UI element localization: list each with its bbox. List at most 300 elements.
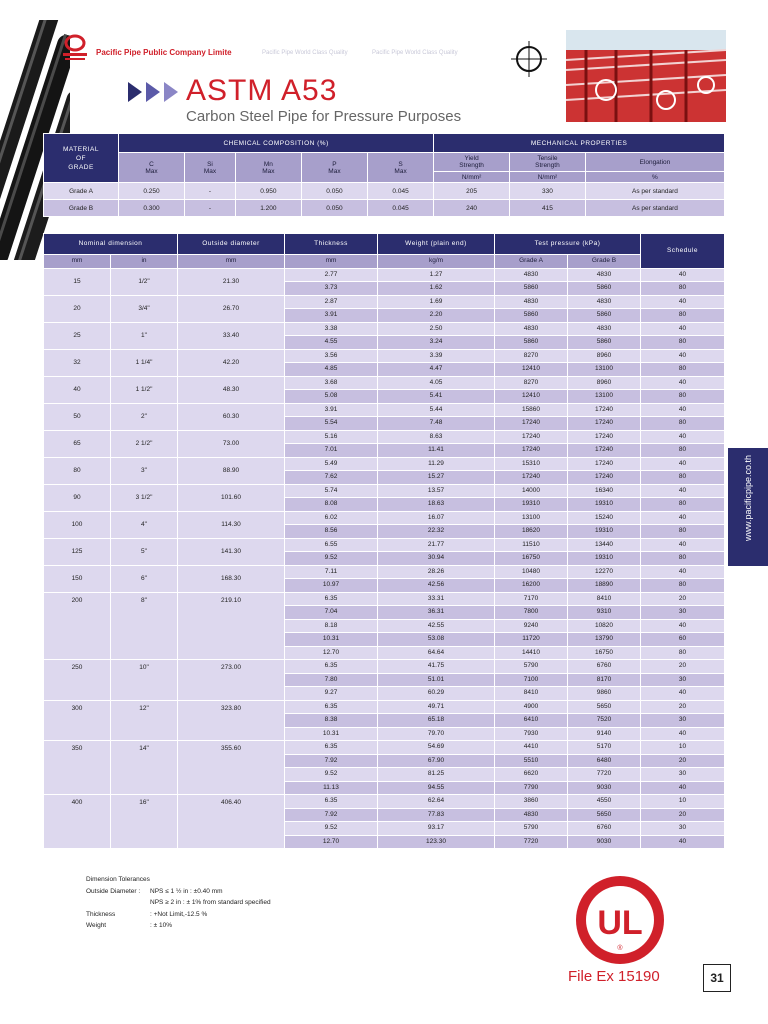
cell-weight: 54.69 (378, 741, 495, 755)
cell-grade-b: 13440 (568, 538, 641, 552)
nominal-cell-mm: 25 (44, 322, 111, 349)
unit-weight: kg/m (378, 255, 495, 269)
cell-weight: 33.31 (378, 592, 495, 606)
cell-weight: 1.62 (378, 282, 495, 296)
od-tolerance-line2: NPS ≥ 2 in : ± 1% from standard specified (150, 899, 271, 906)
cell-grade-b: 5170 (568, 741, 641, 755)
cell-thickness: 3.68 (285, 376, 378, 390)
chemical-composition-header: CHEMICAL COMPOSITION (%) (119, 134, 434, 153)
nominal-cell-in: 10" (111, 660, 178, 701)
grade-cell-c: 0.300 (119, 200, 185, 217)
cell-weight: 11.41 (378, 444, 495, 458)
cell-grade-b: 8960 (568, 349, 641, 363)
cell-grade-b: 6760 (568, 822, 641, 836)
mech-col-unit: N/mm² (510, 172, 586, 183)
cell-grade-a: 17240 (495, 430, 568, 444)
nominal-cell-od: 219.10 (178, 592, 285, 660)
cell-grade-b: 19310 (568, 525, 641, 539)
cell-thickness: 8.56 (285, 525, 378, 539)
cell-thickness: 9.52 (285, 768, 378, 782)
cell-grade-a: 8410 (495, 687, 568, 701)
table-row (44, 660, 725, 674)
cell-weight: 53.08 (378, 633, 495, 647)
cell-schedule: 80 (641, 282, 725, 296)
cell-grade-b: 13100 (568, 390, 641, 404)
cell-thickness: 2.87 (285, 295, 378, 309)
cell-schedule: 80 (641, 552, 725, 566)
cell-thickness: 6.55 (285, 538, 378, 552)
cell-weight: 60.29 (378, 687, 495, 701)
cell-schedule: 20 (641, 754, 725, 768)
cell-grade-b: 15240 (568, 511, 641, 525)
cell-grade-a: 17240 (495, 417, 568, 431)
cell-thickness: 7.92 (285, 808, 378, 822)
table-row (44, 430, 725, 444)
nominal-cell-in: 4" (111, 511, 178, 538)
cell-schedule: 80 (641, 363, 725, 377)
cell-weight: 15.27 (378, 471, 495, 485)
cell-thickness: 7.80 (285, 673, 378, 687)
cell-grade-b: 19310 (568, 498, 641, 512)
grade-cell-yield: 205 (434, 183, 510, 200)
nominal-cell-mm: 350 (44, 741, 111, 795)
cell-thickness: 8.38 (285, 714, 378, 728)
unit-in: in (111, 255, 178, 269)
cell-grade-a: 12410 (495, 363, 568, 377)
cell-grade-b: 17240 (568, 430, 641, 444)
cell-grade-a: 4900 (495, 700, 568, 714)
nominal-cell-in: 14" (111, 741, 178, 795)
cell-thickness: 7.01 (285, 444, 378, 458)
cell-weight: 3.39 (378, 349, 495, 363)
nominal-cell-in: 3" (111, 457, 178, 484)
table-row (44, 403, 725, 417)
cell-grade-a: 7100 (495, 673, 568, 687)
cell-grade-b: 9140 (568, 727, 641, 741)
cell-grade-a: 4830 (495, 322, 568, 336)
cell-grade-b: 17240 (568, 457, 641, 471)
cell-grade-a: 8270 (495, 376, 568, 390)
cell-grade-a: 12410 (495, 390, 568, 404)
grade-cell-tensile: 415 (510, 200, 586, 217)
nominal-cell-mm: 50 (44, 403, 111, 430)
cell-weight: 16.07 (378, 511, 495, 525)
cell-grade-a: 6620 (495, 768, 568, 782)
cell-grade-b: 19310 (568, 552, 641, 566)
cell-grade-a: 4830 (495, 295, 568, 309)
cell-grade-b: 7720 (568, 768, 641, 782)
cell-grade-a: 5790 (495, 660, 568, 674)
nominal-cell-mm: 90 (44, 484, 111, 511)
nominal-cell-od: 88.90 (178, 457, 285, 484)
cell-grade-a: 14000 (495, 484, 568, 498)
cell-schedule: 40 (641, 457, 725, 471)
cell-grade-a: 10480 (495, 565, 568, 579)
cell-grade-a: 5510 (495, 754, 568, 768)
cell-weight: 1.69 (378, 295, 495, 309)
table-row (44, 322, 725, 336)
cell-schedule: 40 (641, 835, 725, 849)
nominal-cell-mm: 150 (44, 565, 111, 592)
nominal-cell-od: 168.30 (178, 565, 285, 592)
nominal-cell-in: 6" (111, 565, 178, 592)
grade-cell-p: 0.050 (301, 200, 367, 217)
website-url: www.pacificpipe.co.th (743, 454, 753, 541)
weight-tolerance-value: : ± 10% (150, 922, 172, 929)
cell-grade-b: 5650 (568, 700, 641, 714)
dimension-table (43, 233, 725, 849)
nominal-cell-mm: 300 (44, 700, 111, 741)
cell-schedule: 80 (641, 525, 725, 539)
cell-grade-a: 18620 (495, 525, 568, 539)
cell-schedule: 60 (641, 633, 725, 647)
nominal-cell-in: 1 1/2" (111, 376, 178, 403)
cell-grade-b: 8170 (568, 673, 641, 687)
cell-grade-a: 15310 (495, 457, 568, 471)
cell-thickness: 3.56 (285, 349, 378, 363)
cell-schedule: 40 (641, 484, 725, 498)
cell-grade-a: 8270 (495, 349, 568, 363)
od-tolerance-label: Outside Diameter : (86, 887, 141, 895)
cell-grade-a: 15860 (495, 403, 568, 417)
nominal-cell-in: 3/4" (111, 295, 178, 322)
nominal-cell-od: 101.60 (178, 484, 285, 511)
cell-schedule: 80 (641, 309, 725, 323)
grade-cell-si: - (185, 200, 236, 217)
test-pressure-header: Test pressure (kPa) (495, 234, 641, 255)
thickness-header: Thickness (285, 234, 378, 255)
cell-schedule: 30 (641, 673, 725, 687)
nominal-cell-in: 12" (111, 700, 178, 741)
nominal-cell-mm: 125 (44, 538, 111, 565)
table-row (44, 511, 725, 525)
nominal-cell-od: 60.30 (178, 403, 285, 430)
cell-weight: 3.24 (378, 336, 495, 350)
cell-grade-b: 6480 (568, 754, 641, 768)
cell-grade-a: 5790 (495, 822, 568, 836)
cell-schedule: 80 (641, 646, 725, 660)
cell-thickness: 5.54 (285, 417, 378, 431)
grade-cell-grade: Grade B (44, 200, 119, 217)
cell-weight: 62.64 (378, 795, 495, 809)
grade-cell-mn: 1.200 (235, 200, 301, 217)
nominal-cell-od: 21.30 (178, 268, 285, 295)
cell-schedule: 80 (641, 336, 725, 350)
cell-schedule: 80 (641, 417, 725, 431)
cell-thickness: 8.08 (285, 498, 378, 512)
cell-thickness: 5.08 (285, 390, 378, 404)
cell-schedule: 40 (641, 619, 725, 633)
cell-thickness: 5.74 (285, 484, 378, 498)
cell-schedule: 80 (641, 498, 725, 512)
grade-cell-tensile: 330 (510, 183, 586, 200)
cell-weight: 30.94 (378, 552, 495, 566)
cell-weight: 5.41 (378, 390, 495, 404)
cell-grade-a: 19310 (495, 498, 568, 512)
table-row (44, 268, 725, 282)
cell-weight: 18.63 (378, 498, 495, 512)
grade-cell-grade: Grade A (44, 183, 119, 200)
cell-grade-b: 5860 (568, 336, 641, 350)
cell-thickness: 9.52 (285, 822, 378, 836)
page-number: 31 (703, 964, 731, 992)
nominal-cell-od: 114.30 (178, 511, 285, 538)
mech-col-unit: N/mm² (434, 172, 510, 183)
cell-thickness: 9.27 (285, 687, 378, 701)
nominal-cell-in: 2 1/2" (111, 430, 178, 457)
cell-grade-a: 4830 (495, 268, 568, 282)
cell-schedule: 40 (641, 687, 725, 701)
company-logo (60, 32, 90, 62)
cell-grade-b: 4550 (568, 795, 641, 809)
cell-grade-a: 17240 (495, 471, 568, 485)
nominal-cell-od: 406.40 (178, 795, 285, 849)
tagline: Pacific Pipe World Class Quality (372, 50, 458, 56)
cell-weight: 94.55 (378, 781, 495, 795)
cell-grade-b: 18890 (568, 579, 641, 593)
cell-grade-a: 16750 (495, 552, 568, 566)
table-row (44, 565, 725, 579)
cell-thickness: 8.18 (285, 619, 378, 633)
table-row (44, 376, 725, 390)
page-subtitle: Carbon Steel Pipe for Pressure Purposes (186, 108, 462, 125)
nominal-cell-in: 16" (111, 795, 178, 849)
cell-grade-b: 9030 (568, 835, 641, 849)
cell-schedule: 20 (641, 808, 725, 822)
cell-thickness: 2.77 (285, 268, 378, 282)
cell-grade-b: 4830 (568, 268, 641, 282)
cell-weight: 28.26 (378, 565, 495, 579)
nominal-cell-mm: 65 (44, 430, 111, 457)
crosshair-icon (510, 40, 548, 78)
thickness-tolerance-value: : +Not Limit,-12.5 % (150, 910, 208, 918)
cell-grade-b: 17240 (568, 444, 641, 458)
cell-thickness: 10.97 (285, 579, 378, 593)
nominal-cell-in: 8" (111, 592, 178, 660)
cell-grade-a: 13100 (495, 511, 568, 525)
cell-grade-a: 7720 (495, 835, 568, 849)
cell-weight: 21.77 (378, 538, 495, 552)
grade-cell-s: 0.045 (367, 200, 433, 217)
chem-col-header: Si Max (185, 153, 236, 183)
weight-tolerance-label: Weight (86, 922, 107, 929)
cell-grade-b: 6760 (568, 660, 641, 674)
unit-od: mm (178, 255, 285, 269)
company-name: Pacific Pipe Public Company Limite (96, 48, 232, 57)
cell-schedule: 40 (641, 565, 725, 579)
nominal-cell-od: 42.20 (178, 349, 285, 376)
nominal-cell-od: 26.70 (178, 295, 285, 322)
cell-thickness: 3.38 (285, 322, 378, 336)
outside-diameter-header: Outside diameter (178, 234, 285, 255)
nominal-cell-in: 1 1/4" (111, 349, 178, 376)
cell-grade-a: 16200 (495, 579, 568, 593)
nominal-cell-in: 3 1/2" (111, 484, 178, 511)
chem-col-header: Mn Max (235, 153, 301, 183)
cell-thickness: 5.16 (285, 430, 378, 444)
cell-thickness: 5.49 (285, 457, 378, 471)
cell-weight: 4.47 (378, 363, 495, 377)
cell-schedule: 40 (641, 403, 725, 417)
cell-weight: 1.27 (378, 268, 495, 282)
nominal-cell-mm: 250 (44, 660, 111, 701)
grade-cell-elong: As per standard (585, 200, 724, 217)
mech-col-unit: % (585, 172, 724, 183)
table-row (44, 741, 725, 755)
cell-grade-b: 8960 (568, 376, 641, 390)
nominal-cell-od: 73.00 (178, 430, 285, 457)
nominal-cell-od: 355.60 (178, 741, 285, 795)
cell-grade-a: 7790 (495, 781, 568, 795)
cell-grade-b: 9310 (568, 606, 641, 620)
cell-grade-a: 9240 (495, 619, 568, 633)
cell-grade-b: 16340 (568, 484, 641, 498)
cell-grade-a: 4830 (495, 808, 568, 822)
pipe-installation-photo (566, 30, 726, 122)
cell-thickness: 4.85 (285, 363, 378, 377)
cell-schedule: 20 (641, 700, 725, 714)
file-number: File Ex 15190 (568, 968, 660, 985)
cell-grade-a: 4410 (495, 741, 568, 755)
nominal-cell-in: 5" (111, 538, 178, 565)
mech-col-header: Elongation (585, 153, 724, 172)
mech-col-header: Yield Strength (434, 153, 510, 172)
table-row (44, 592, 725, 606)
cell-schedule: 80 (641, 444, 725, 458)
cell-schedule: 80 (641, 471, 725, 485)
cell-grade-b: 5650 (568, 808, 641, 822)
cell-thickness: 6.02 (285, 511, 378, 525)
cell-weight: 41.75 (378, 660, 495, 674)
table-row (44, 538, 725, 552)
grade-cell-elong: As per standard (585, 183, 724, 200)
cell-weight: 4.05 (378, 376, 495, 390)
table-row (44, 349, 725, 363)
cell-thickness: 7.11 (285, 565, 378, 579)
ul-certification-logo (570, 872, 670, 972)
cell-grade-a: 14410 (495, 646, 568, 660)
mechanical-properties-header: MECHANICAL PROPERTIES (434, 134, 725, 153)
cell-thickness: 12.70 (285, 646, 378, 660)
nominal-cell-mm: 40 (44, 376, 111, 403)
nominal-cell-in: 1/2" (111, 268, 178, 295)
cell-thickness: 3.91 (285, 309, 378, 323)
cell-schedule: 80 (641, 579, 725, 593)
cell-thickness: 3.91 (285, 403, 378, 417)
cell-grade-b: 4830 (568, 295, 641, 309)
cell-weight: 7.48 (378, 417, 495, 431)
cell-grade-b: 12270 (568, 565, 641, 579)
grade-cell-s: 0.045 (367, 183, 433, 200)
page-title: ASTM A53 (186, 74, 338, 107)
cell-thickness: 6.35 (285, 700, 378, 714)
grade-properties-table (43, 133, 725, 217)
cell-thickness: 7.04 (285, 606, 378, 620)
cell-grade-a: 11720 (495, 633, 568, 647)
nominal-cell-mm: 15 (44, 268, 111, 295)
cell-weight: 8.63 (378, 430, 495, 444)
cell-weight: 22.32 (378, 525, 495, 539)
nominal-cell-mm: 400 (44, 795, 111, 849)
cell-grade-a: 5860 (495, 282, 568, 296)
mech-col-header: Tensile Strength (510, 153, 586, 172)
cell-weight: 64.64 (378, 646, 495, 660)
cell-schedule: 40 (641, 430, 725, 444)
cell-grade-b: 7520 (568, 714, 641, 728)
cell-weight: 11.29 (378, 457, 495, 471)
grade-cell-c: 0.250 (119, 183, 185, 200)
cell-schedule: 40 (641, 511, 725, 525)
cell-grade-b: 9030 (568, 781, 641, 795)
cell-grade-b: 10820 (568, 619, 641, 633)
cell-grade-b: 13790 (568, 633, 641, 647)
nominal-cell-mm: 80 (44, 457, 111, 484)
cell-schedule: 10 (641, 741, 725, 755)
cell-schedule: 20 (641, 660, 725, 674)
cell-weight: 5.44 (378, 403, 495, 417)
cell-grade-b: 13100 (568, 363, 641, 377)
grade-row (44, 200, 725, 217)
nominal-dimension-header: Nominal dimension (44, 234, 178, 255)
grade-cell-p: 0.050 (301, 183, 367, 200)
cell-grade-a: 5860 (495, 309, 568, 323)
tolerance-title: Dimension Tolerances (86, 876, 150, 883)
nominal-cell-mm: 20 (44, 295, 111, 322)
cell-schedule: 40 (641, 349, 725, 363)
cell-thickness: 7.62 (285, 471, 378, 485)
cell-grade-a: 3860 (495, 795, 568, 809)
nominal-cell-mm: 100 (44, 511, 111, 538)
dimension-tolerances (86, 874, 271, 932)
cell-grade-a: 6410 (495, 714, 568, 728)
grade-cell-si: - (185, 183, 236, 200)
nominal-cell-in: 2" (111, 403, 178, 430)
cell-thickness: 10.31 (285, 633, 378, 647)
table-row (44, 795, 725, 809)
cell-weight: 42.55 (378, 619, 495, 633)
svg-text:®: ® (617, 945, 623, 952)
grade-row (44, 183, 725, 200)
cell-weight: 36.31 (378, 606, 495, 620)
cell-weight: 123.30 (378, 835, 495, 849)
cell-thickness: 9.52 (285, 552, 378, 566)
cell-thickness: 12.70 (285, 835, 378, 849)
cell-schedule: 10 (641, 795, 725, 809)
unit-thickness: mm (285, 255, 378, 269)
cell-thickness: 4.55 (285, 336, 378, 350)
cell-weight: 77.83 (378, 808, 495, 822)
cell-grade-a: 11510 (495, 538, 568, 552)
cell-thickness: 3.73 (285, 282, 378, 296)
cell-thickness: 6.35 (285, 660, 378, 674)
table-row (44, 457, 725, 471)
nominal-cell-mm: 200 (44, 592, 111, 660)
cell-weight: 79.70 (378, 727, 495, 741)
cell-grade-b: 16750 (568, 646, 641, 660)
cell-grade-a: 7800 (495, 606, 568, 620)
cell-schedule: 40 (641, 376, 725, 390)
cell-weight: 67.90 (378, 754, 495, 768)
cell-schedule: 20 (641, 592, 725, 606)
cell-grade-b: 17240 (568, 417, 641, 431)
cell-weight: 81.25 (378, 768, 495, 782)
cell-weight: 13.57 (378, 484, 495, 498)
nominal-cell-od: 33.40 (178, 322, 285, 349)
cell-schedule: 40 (641, 295, 725, 309)
thickness-tolerance-label: Thickness (86, 910, 116, 918)
cell-thickness: 10.31 (285, 727, 378, 741)
cell-weight: 42.56 (378, 579, 495, 593)
